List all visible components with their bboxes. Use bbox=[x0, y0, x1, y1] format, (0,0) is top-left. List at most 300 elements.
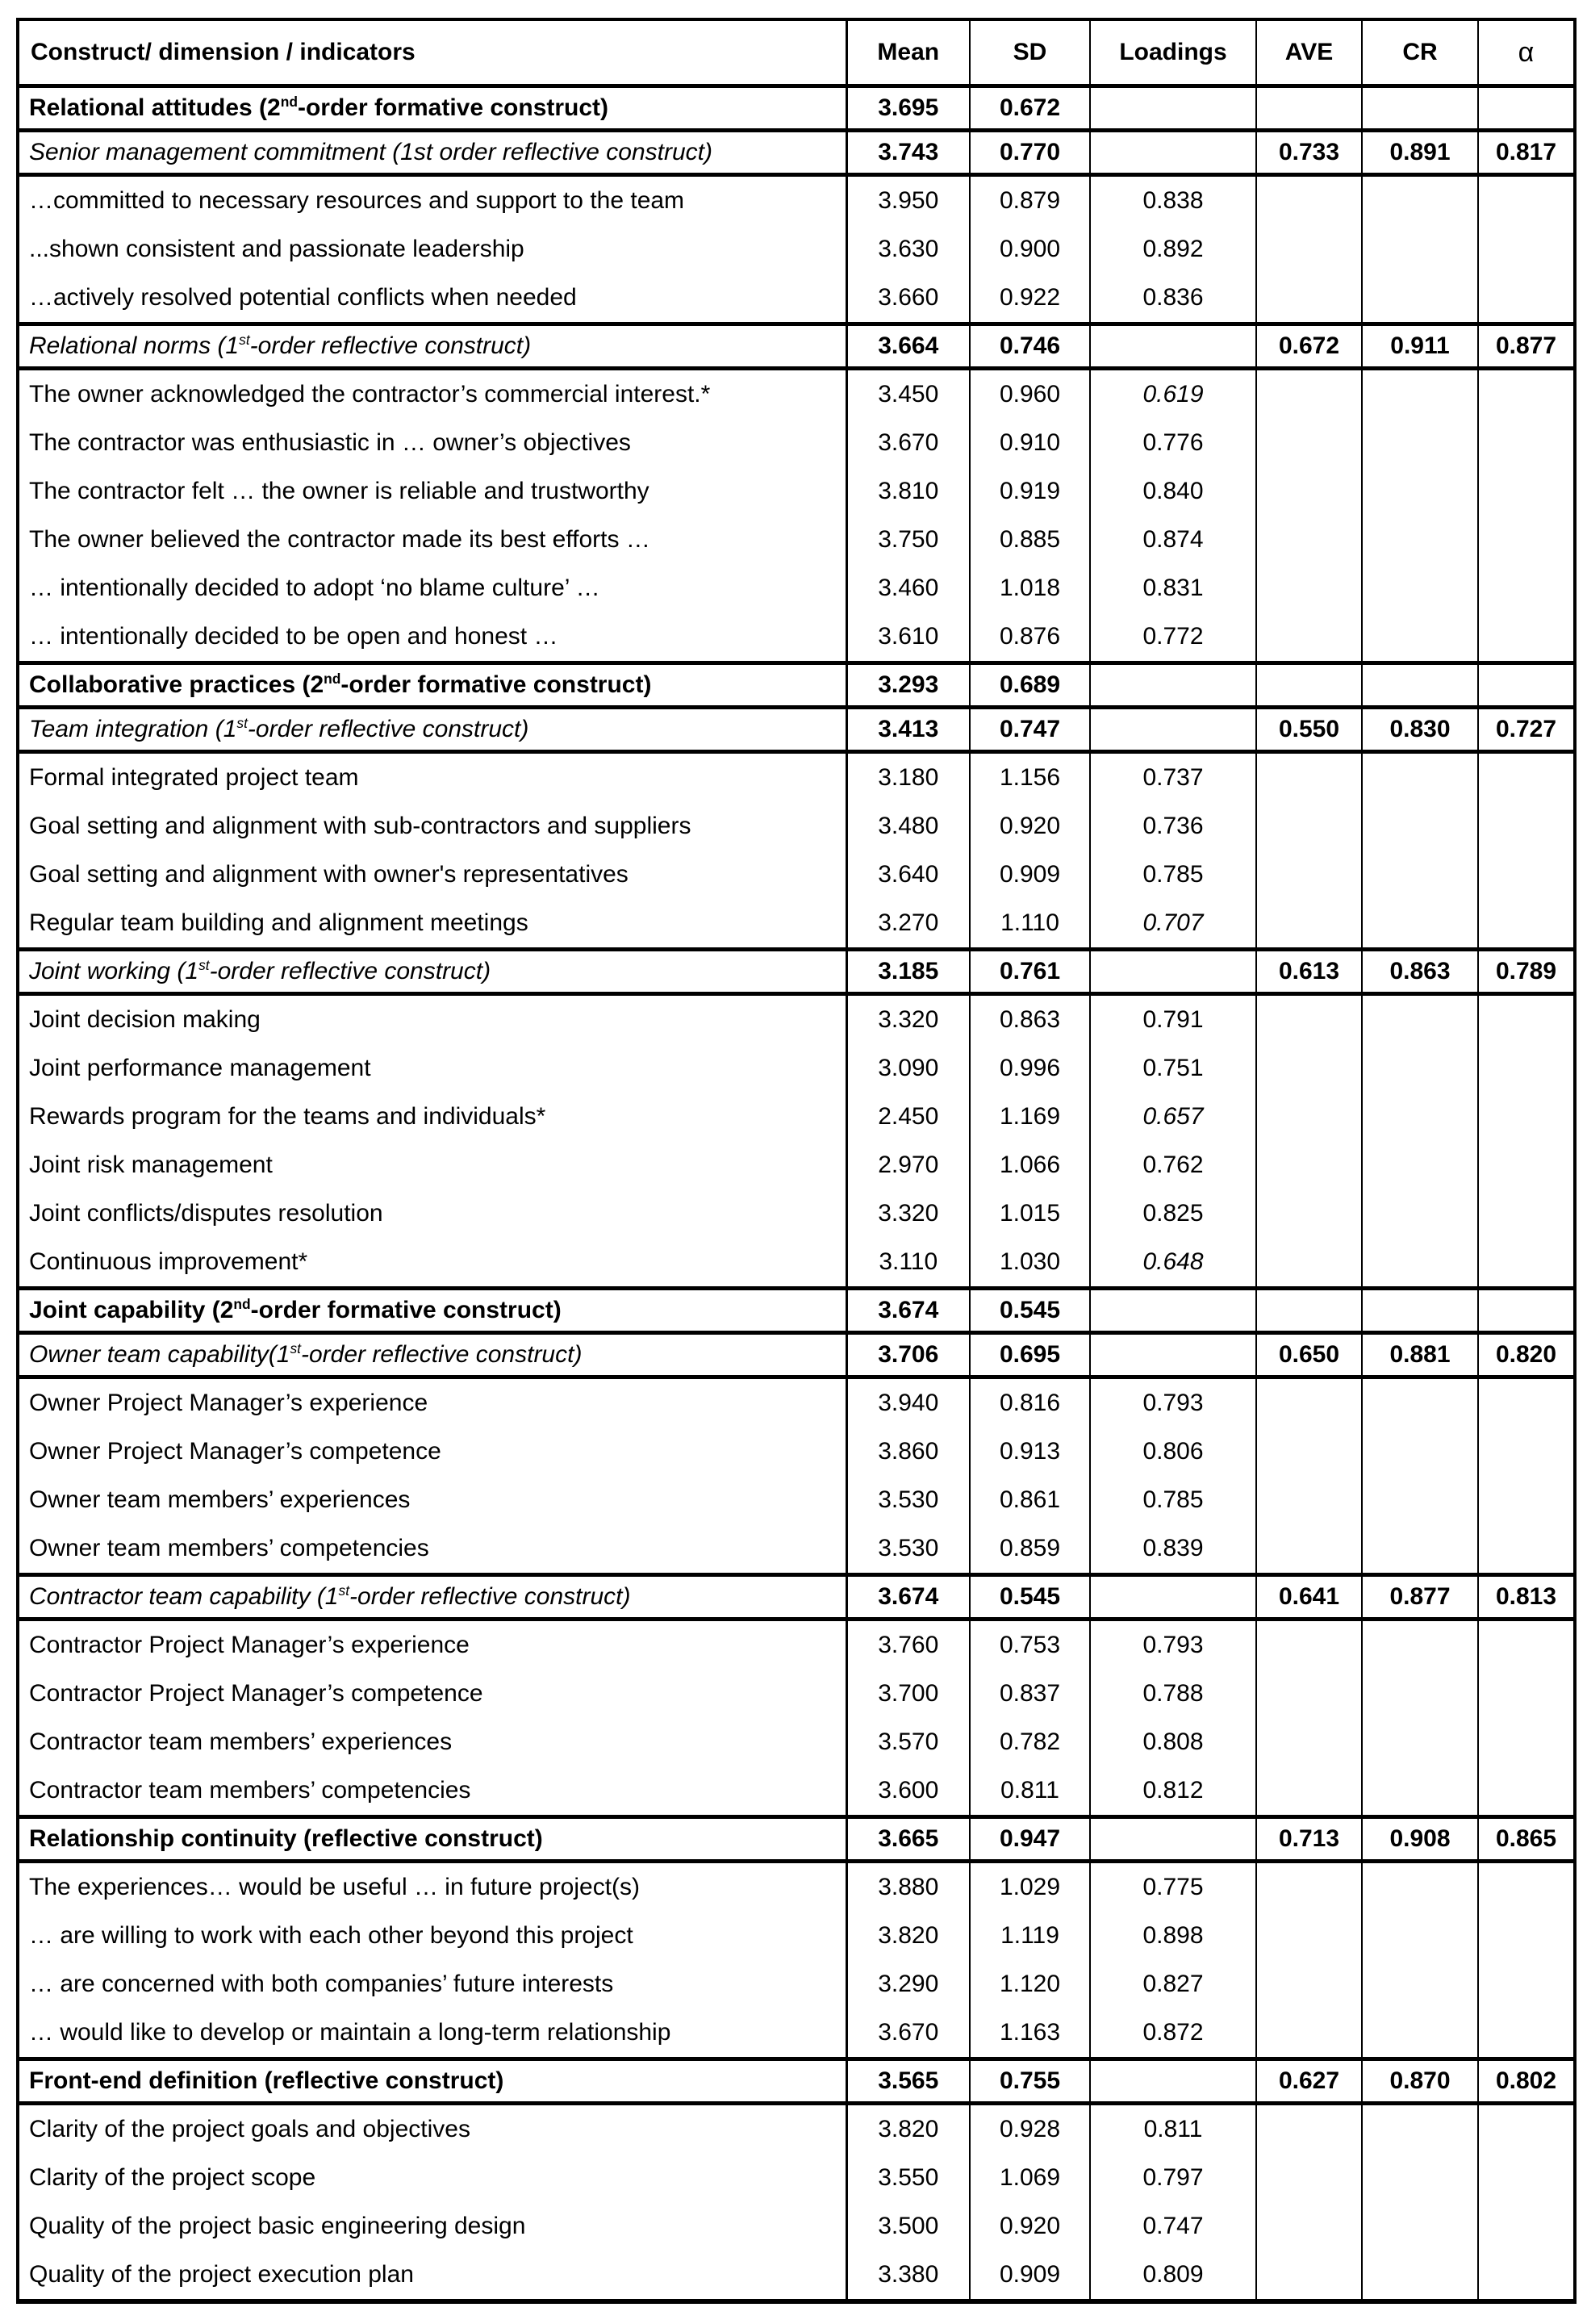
indicator-row bbox=[18, 1377, 1575, 1428]
cell-alpha bbox=[1478, 1524, 1575, 1575]
cell-loadings: 0.619 bbox=[1090, 369, 1256, 420]
cell-loadings: 0.825 bbox=[1090, 1189, 1256, 1238]
cell-alpha bbox=[1478, 1960, 1575, 2008]
cell-ave bbox=[1256, 175, 1362, 226]
cell-sd: 0.782 bbox=[970, 1718, 1090, 1766]
cell-sd: 0.859 bbox=[970, 1524, 1090, 1575]
cell-alpha: 0.877 bbox=[1478, 324, 1575, 369]
indicator-row bbox=[18, 1044, 1575, 1093]
cell-mean: 3.185 bbox=[846, 950, 970, 994]
cell-alpha bbox=[1478, 467, 1575, 516]
cell-sd: 0.996 bbox=[970, 1044, 1090, 1093]
cell-sd: 0.885 bbox=[970, 516, 1090, 564]
cell-loadings: 0.707 bbox=[1090, 899, 1256, 950]
cell-sd: 0.909 bbox=[970, 851, 1090, 899]
cell-alpha: 0.865 bbox=[1478, 1817, 1575, 1862]
cell-loadings: 0.657 bbox=[1090, 1093, 1256, 1141]
cell-cr: 0.881 bbox=[1362, 1333, 1478, 1377]
cell-loadings: 0.839 bbox=[1090, 1524, 1256, 1575]
cell-cr bbox=[1362, 419, 1478, 467]
cell-loadings: 0.751 bbox=[1090, 1044, 1256, 1093]
cell-loadings bbox=[1090, 1289, 1256, 1333]
cell-mean: 3.950 bbox=[846, 175, 970, 226]
cell-loadings: 0.776 bbox=[1090, 419, 1256, 467]
cell-sd: 0.545 bbox=[970, 1289, 1090, 1333]
cell-loadings: 0.809 bbox=[1090, 2251, 1256, 2301]
cell-ave bbox=[1256, 612, 1362, 663]
row-label: Rewards program for the teams and individuals* bbox=[29, 1103, 546, 1130]
indicator-row bbox=[18, 1620, 1575, 1670]
cell-cr bbox=[1362, 86, 1478, 131]
row-label: Continuous improvement* bbox=[29, 1248, 308, 1275]
cell-mean: 3.810 bbox=[846, 467, 970, 516]
cell-mean: 3.820 bbox=[846, 1912, 970, 1960]
indicator-row bbox=[18, 419, 1575, 467]
row-label: Goal setting and alignment with owner's representatives bbox=[29, 861, 629, 888]
row-label: …committed to necessary resources and support to the team bbox=[29, 187, 685, 214]
construct-row bbox=[18, 950, 1575, 994]
indicator-row bbox=[18, 274, 1575, 324]
cell-cr: 0.830 bbox=[1362, 708, 1478, 752]
cell-ave bbox=[1256, 663, 1362, 708]
row-label: … would like to develop or maintain a long-term relationship bbox=[29, 2019, 671, 2046]
cell-loadings: 0.811 bbox=[1090, 2104, 1256, 2155]
indicator-row bbox=[18, 612, 1575, 663]
ordinal-superscript: st bbox=[290, 1340, 301, 1356]
column-header-mean: Mean bbox=[846, 19, 970, 86]
cell-ave bbox=[1256, 2154, 1362, 2202]
cell-cr bbox=[1362, 1238, 1478, 1289]
row-label: Joint risk management bbox=[29, 1152, 273, 1178]
row-label: Owner team members’ competencies bbox=[29, 1535, 429, 1561]
cell-ave bbox=[1256, 1189, 1362, 1238]
cell-cr bbox=[1362, 2202, 1478, 2251]
cell-ave bbox=[1256, 1044, 1362, 1093]
row-label: Contractor team members’ competencies bbox=[29, 1777, 471, 1804]
cell-sd: 0.695 bbox=[970, 1333, 1090, 1377]
cell-alpha bbox=[1478, 899, 1575, 950]
cell-loadings: 0.793 bbox=[1090, 1377, 1256, 1428]
row-label: … are concerned with both companies’ future interests bbox=[29, 1971, 614, 1997]
indicator-row bbox=[18, 1093, 1575, 1141]
cell-cr bbox=[1362, 1189, 1478, 1238]
cell-cr bbox=[1362, 274, 1478, 324]
cell-mean: 3.674 bbox=[846, 1289, 970, 1333]
cell-ave: 0.650 bbox=[1256, 1333, 1362, 1377]
ordinal-superscript: nd bbox=[324, 671, 341, 687]
cell-sd: 1.163 bbox=[970, 2008, 1090, 2059]
cell-loadings: 0.797 bbox=[1090, 2154, 1256, 2202]
cell-ave bbox=[1256, 2008, 1362, 2059]
cell-mean: 3.940 bbox=[846, 1377, 970, 1428]
column-header-loadings: Loadings bbox=[1090, 19, 1256, 86]
cell-cr bbox=[1362, 175, 1478, 226]
cell-sd: 0.928 bbox=[970, 2104, 1090, 2155]
section-row bbox=[18, 2059, 1575, 2104]
cell-sd: 0.761 bbox=[970, 950, 1090, 994]
cell-loadings bbox=[1090, 1817, 1256, 1862]
cell-cr bbox=[1362, 1766, 1478, 1817]
cell-ave: 0.627 bbox=[1256, 2059, 1362, 2104]
cell-ave: 0.733 bbox=[1256, 131, 1362, 175]
cell-mean: 3.530 bbox=[846, 1524, 970, 1575]
cell-loadings bbox=[1090, 1333, 1256, 1377]
cell-loadings: 0.831 bbox=[1090, 564, 1256, 612]
indicator-row bbox=[18, 564, 1575, 612]
cell-sd: 0.863 bbox=[970, 994, 1090, 1045]
construct-row bbox=[18, 131, 1575, 175]
cell-cr: 0.863 bbox=[1362, 950, 1478, 994]
cell-alpha bbox=[1478, 851, 1575, 899]
ordinal-superscript: st bbox=[198, 957, 210, 973]
cell-sd: 1.069 bbox=[970, 2154, 1090, 2202]
cell-loadings bbox=[1090, 950, 1256, 994]
cell-sd: 0.900 bbox=[970, 225, 1090, 274]
cell-alpha bbox=[1478, 1238, 1575, 1289]
cell-sd: 1.120 bbox=[970, 1960, 1090, 2008]
row-label: …actively resolved potential conflicts when needed bbox=[29, 284, 577, 311]
section-row bbox=[18, 663, 1575, 708]
cell-cr bbox=[1362, 663, 1478, 708]
cell-loadings: 0.874 bbox=[1090, 516, 1256, 564]
cell-sd: 0.910 bbox=[970, 419, 1090, 467]
row-label: The experiences… would be useful … in future project(s) bbox=[29, 1874, 641, 1900]
row-label: Joint capability (2nd-order formative construct) bbox=[29, 1296, 562, 1323]
cell-alpha: 0.789 bbox=[1478, 950, 1575, 994]
row-label: Senior management commitment (1st order reflective construct) bbox=[29, 139, 712, 165]
cell-alpha bbox=[1478, 1718, 1575, 1766]
cell-ave bbox=[1256, 1141, 1362, 1189]
cell-alpha bbox=[1478, 564, 1575, 612]
cell-cr bbox=[1362, 369, 1478, 420]
column-header-label: Construct/ dimension / indicators bbox=[18, 19, 846, 86]
cell-ave bbox=[1256, 274, 1362, 324]
indicator-row bbox=[18, 851, 1575, 899]
row-label: Goal setting and alignment with sub-contractors and suppliers bbox=[29, 813, 691, 839]
cell-cr bbox=[1362, 1289, 1478, 1333]
cell-sd: 1.015 bbox=[970, 1189, 1090, 1238]
cell-sd: 0.747 bbox=[970, 708, 1090, 752]
cell-ave bbox=[1256, 516, 1362, 564]
cell-sd: 1.110 bbox=[970, 899, 1090, 950]
cell-loadings: 0.737 bbox=[1090, 752, 1256, 803]
cell-mean: 3.706 bbox=[846, 1333, 970, 1377]
row-label: Owner Project Manager’s experience bbox=[29, 1390, 428, 1416]
cell-sd: 0.816 bbox=[970, 1377, 1090, 1428]
cell-mean: 3.413 bbox=[846, 708, 970, 752]
row-label: Collaborative practices (2nd-order formative construct) bbox=[29, 671, 652, 698]
cell-loadings: 0.838 bbox=[1090, 175, 1256, 226]
cell-ave: 0.713 bbox=[1256, 1817, 1362, 1862]
cell-cr bbox=[1362, 1718, 1478, 1766]
cell-loadings: 0.775 bbox=[1090, 1862, 1256, 1912]
cell-cr bbox=[1362, 2251, 1478, 2301]
cell-ave bbox=[1256, 752, 1362, 803]
cell-alpha bbox=[1478, 1377, 1575, 1428]
cell-cr: 0.891 bbox=[1362, 131, 1478, 175]
cell-alpha bbox=[1478, 369, 1575, 420]
row-label: Relational norms (1st-order reflective construct) bbox=[29, 332, 532, 359]
cell-cr bbox=[1362, 516, 1478, 564]
indicator-row bbox=[18, 467, 1575, 516]
cell-loadings: 0.736 bbox=[1090, 802, 1256, 851]
cell-sd: 0.770 bbox=[970, 131, 1090, 175]
indicator-row bbox=[18, 175, 1575, 226]
cell-alpha: 0.813 bbox=[1478, 1575, 1575, 1620]
cell-loadings: 0.772 bbox=[1090, 612, 1256, 663]
construct-row bbox=[18, 1333, 1575, 1377]
cell-alpha bbox=[1478, 2104, 1575, 2155]
section-row bbox=[18, 1817, 1575, 1862]
cell-cr bbox=[1362, 1377, 1478, 1428]
row-label: Contractor Project Manager’s competence bbox=[29, 1680, 483, 1707]
row-label: The owner acknowledged the contractor’s commercial interest.* bbox=[29, 381, 711, 408]
cell-mean: 3.550 bbox=[846, 2154, 970, 2202]
cell-cr bbox=[1362, 1427, 1478, 1476]
cell-cr bbox=[1362, 1912, 1478, 1960]
cell-mean: 2.450 bbox=[846, 1093, 970, 1141]
cell-sd: 1.030 bbox=[970, 1238, 1090, 1289]
cell-cr bbox=[1362, 1476, 1478, 1524]
cell-cr bbox=[1362, 1044, 1478, 1093]
row-label: Contractor team capability (1st-order reflective construct) bbox=[29, 1582, 631, 1610]
cell-loadings bbox=[1090, 86, 1256, 131]
cell-sd: 0.960 bbox=[970, 369, 1090, 420]
cell-alpha: 0.802 bbox=[1478, 2059, 1575, 2104]
cell-mean: 3.293 bbox=[846, 663, 970, 708]
cell-ave bbox=[1256, 1912, 1362, 1960]
row-label: Owner Project Manager’s competence bbox=[29, 1438, 441, 1465]
cell-mean: 3.380 bbox=[846, 2251, 970, 2301]
cell-ave bbox=[1256, 899, 1362, 950]
indicator-row bbox=[18, 1238, 1575, 1289]
indicator-row bbox=[18, 1427, 1575, 1476]
row-label: Relationship continuity (reflective construct) bbox=[29, 1825, 543, 1852]
cell-ave bbox=[1256, 2251, 1362, 2301]
cell-loadings: 0.785 bbox=[1090, 851, 1256, 899]
indicator-row bbox=[18, 516, 1575, 564]
indicator-row bbox=[18, 802, 1575, 851]
cell-sd: 0.672 bbox=[970, 86, 1090, 131]
cell-alpha bbox=[1478, 663, 1575, 708]
cell-loadings: 0.872 bbox=[1090, 2008, 1256, 2059]
cell-loadings: 0.762 bbox=[1090, 1141, 1256, 1189]
cell-mean: 3.480 bbox=[846, 802, 970, 851]
cell-sd: 0.861 bbox=[970, 1476, 1090, 1524]
cell-sd: 0.755 bbox=[970, 2059, 1090, 2104]
cell-mean: 3.090 bbox=[846, 1044, 970, 1093]
cell-cr bbox=[1362, 1620, 1478, 1670]
row-label: ...shown consistent and passionate leadership bbox=[29, 236, 524, 262]
indicator-row bbox=[18, 899, 1575, 950]
indicator-row bbox=[18, 2251, 1575, 2301]
indicator-row bbox=[18, 1524, 1575, 1575]
row-label: Joint performance management bbox=[29, 1055, 371, 1081]
indicator-row bbox=[18, 1960, 1575, 2008]
cell-alpha bbox=[1478, 1670, 1575, 1718]
cell-ave: 0.672 bbox=[1256, 324, 1362, 369]
cell-cr bbox=[1362, 899, 1478, 950]
cell-alpha bbox=[1478, 1044, 1575, 1093]
indicator-row bbox=[18, 1862, 1575, 1912]
column-header-ave: AVE bbox=[1256, 19, 1362, 86]
cell-loadings: 0.836 bbox=[1090, 274, 1256, 324]
cell-cr: 0.870 bbox=[1362, 2059, 1478, 2104]
cell-mean: 3.570 bbox=[846, 1718, 970, 1766]
row-label: Owner team capability(1st-order reflective construct) bbox=[29, 1340, 583, 1368]
cell-cr bbox=[1362, 1862, 1478, 1912]
cell-ave bbox=[1256, 225, 1362, 274]
cell-sd: 0.879 bbox=[970, 175, 1090, 226]
cell-sd: 0.746 bbox=[970, 324, 1090, 369]
cell-ave bbox=[1256, 1766, 1362, 1817]
cell-mean: 3.674 bbox=[846, 1575, 970, 1620]
row-label: … intentionally decided to adopt ‘no blame culture’ … bbox=[29, 575, 600, 601]
cell-cr bbox=[1362, 1093, 1478, 1141]
table-header bbox=[18, 19, 1575, 86]
cell-mean: 3.750 bbox=[846, 516, 970, 564]
indicator-row bbox=[18, 369, 1575, 420]
ordinal-superscript: nd bbox=[280, 94, 298, 110]
cell-sd: 0.947 bbox=[970, 1817, 1090, 1862]
cell-sd: 0.837 bbox=[970, 1670, 1090, 1718]
cell-sd: 1.029 bbox=[970, 1862, 1090, 1912]
cell-alpha bbox=[1478, 994, 1575, 1045]
row-label: Quality of the project execution plan bbox=[29, 2261, 414, 2288]
cell-alpha bbox=[1478, 1189, 1575, 1238]
cell-sd: 0.913 bbox=[970, 1427, 1090, 1476]
cell-cr bbox=[1362, 802, 1478, 851]
cell-sd: 0.920 bbox=[970, 802, 1090, 851]
indicator-row bbox=[18, 225, 1575, 274]
cell-mean: 3.820 bbox=[846, 2104, 970, 2155]
cell-mean: 3.460 bbox=[846, 564, 970, 612]
cell-mean: 3.600 bbox=[846, 1766, 970, 1817]
cell-sd: 0.920 bbox=[970, 2202, 1090, 2251]
indicator-row bbox=[18, 752, 1575, 803]
cell-loadings: 0.827 bbox=[1090, 1960, 1256, 2008]
cell-cr bbox=[1362, 851, 1478, 899]
indicator-row bbox=[18, 994, 1575, 1045]
cell-sd: 0.922 bbox=[970, 274, 1090, 324]
cell-ave bbox=[1256, 1377, 1362, 1428]
cell-sd: 1.119 bbox=[970, 1912, 1090, 1960]
cell-loadings: 0.898 bbox=[1090, 1912, 1256, 1960]
cell-mean: 3.290 bbox=[846, 1960, 970, 2008]
cell-ave: 0.550 bbox=[1256, 708, 1362, 752]
indicator-row bbox=[18, 1141, 1575, 1189]
column-header-sd: SD bbox=[970, 19, 1090, 86]
cell-mean: 3.670 bbox=[846, 2008, 970, 2059]
cell-alpha bbox=[1478, 612, 1575, 663]
construct-row bbox=[18, 1575, 1575, 1620]
cell-alpha bbox=[1478, 225, 1575, 274]
cell-loadings: 0.648 bbox=[1090, 1238, 1256, 1289]
cell-ave bbox=[1256, 1289, 1362, 1333]
cell-alpha bbox=[1478, 86, 1575, 131]
cell-alpha bbox=[1478, 1427, 1575, 1476]
cell-alpha bbox=[1478, 2251, 1575, 2301]
construct-row bbox=[18, 708, 1575, 752]
ordinal-superscript: st bbox=[239, 332, 250, 348]
cell-mean: 3.760 bbox=[846, 1620, 970, 1670]
cell-cr bbox=[1362, 2104, 1478, 2155]
cell-mean: 3.320 bbox=[846, 994, 970, 1045]
cell-cr bbox=[1362, 2008, 1478, 2059]
cell-alpha bbox=[1478, 1141, 1575, 1189]
cell-ave bbox=[1256, 802, 1362, 851]
cell-alpha: 0.820 bbox=[1478, 1333, 1575, 1377]
cell-sd: 0.876 bbox=[970, 612, 1090, 663]
row-label: … intentionally decided to be open and honest … bbox=[29, 623, 558, 650]
row-label: Relational attitudes (2nd-order formative construct) bbox=[29, 94, 609, 121]
cell-alpha bbox=[1478, 1766, 1575, 1817]
cell-ave bbox=[1256, 564, 1362, 612]
cell-cr: 0.911 bbox=[1362, 324, 1478, 369]
cell-alpha: 0.817 bbox=[1478, 131, 1575, 175]
cell-ave bbox=[1256, 1093, 1362, 1141]
cell-ave bbox=[1256, 994, 1362, 1045]
cell-ave bbox=[1256, 1427, 1362, 1476]
indicator-row bbox=[18, 1766, 1575, 1817]
row-label: Quality of the project basic engineering design bbox=[29, 2213, 526, 2239]
row-label: Front-end definition (reflective construct) bbox=[29, 2067, 504, 2094]
cell-ave: 0.613 bbox=[1256, 950, 1362, 994]
cell-cr bbox=[1362, 225, 1478, 274]
construct-row bbox=[18, 324, 1575, 369]
cell-ave bbox=[1256, 851, 1362, 899]
cell-loadings: 0.793 bbox=[1090, 1620, 1256, 1670]
cell-mean: 3.180 bbox=[846, 752, 970, 803]
cell-alpha bbox=[1478, 1862, 1575, 1912]
cell-cr bbox=[1362, 1670, 1478, 1718]
cell-alpha bbox=[1478, 752, 1575, 803]
indicator-row bbox=[18, 1912, 1575, 1960]
cell-alpha bbox=[1478, 1093, 1575, 1141]
row-label: Regular team building and alignment meetings bbox=[29, 909, 528, 936]
cell-mean: 3.640 bbox=[846, 851, 970, 899]
cell-mean: 3.670 bbox=[846, 419, 970, 467]
cell-alpha: 0.727 bbox=[1478, 708, 1575, 752]
measurement-model-table bbox=[16, 18, 1577, 2304]
row-label: Joint working (1st-order reflective construct) bbox=[29, 957, 491, 984]
cell-ave bbox=[1256, 86, 1362, 131]
cell-mean: 3.450 bbox=[846, 369, 970, 420]
cell-alpha bbox=[1478, 802, 1575, 851]
indicator-row bbox=[18, 1476, 1575, 1524]
cell-loadings: 0.747 bbox=[1090, 2202, 1256, 2251]
header-row bbox=[18, 19, 1575, 86]
cell-ave bbox=[1256, 1670, 1362, 1718]
cell-ave bbox=[1256, 1476, 1362, 1524]
cell-mean: 3.110 bbox=[846, 1238, 970, 1289]
row-label: Contractor Project Manager’s experience bbox=[29, 1632, 470, 1658]
cell-mean: 3.270 bbox=[846, 899, 970, 950]
cell-loadings bbox=[1090, 1575, 1256, 1620]
cell-cr bbox=[1362, 752, 1478, 803]
cell-ave bbox=[1256, 467, 1362, 516]
cell-loadings bbox=[1090, 324, 1256, 369]
cell-ave bbox=[1256, 369, 1362, 420]
cell-cr: 0.908 bbox=[1362, 1817, 1478, 1862]
cell-sd: 1.169 bbox=[970, 1093, 1090, 1141]
cell-mean: 3.610 bbox=[846, 612, 970, 663]
indicator-row bbox=[18, 2154, 1575, 2202]
cell-alpha bbox=[1478, 274, 1575, 324]
cell-mean: 3.860 bbox=[846, 1427, 970, 1476]
table-body bbox=[18, 86, 1575, 2302]
cell-sd: 0.909 bbox=[970, 2251, 1090, 2301]
